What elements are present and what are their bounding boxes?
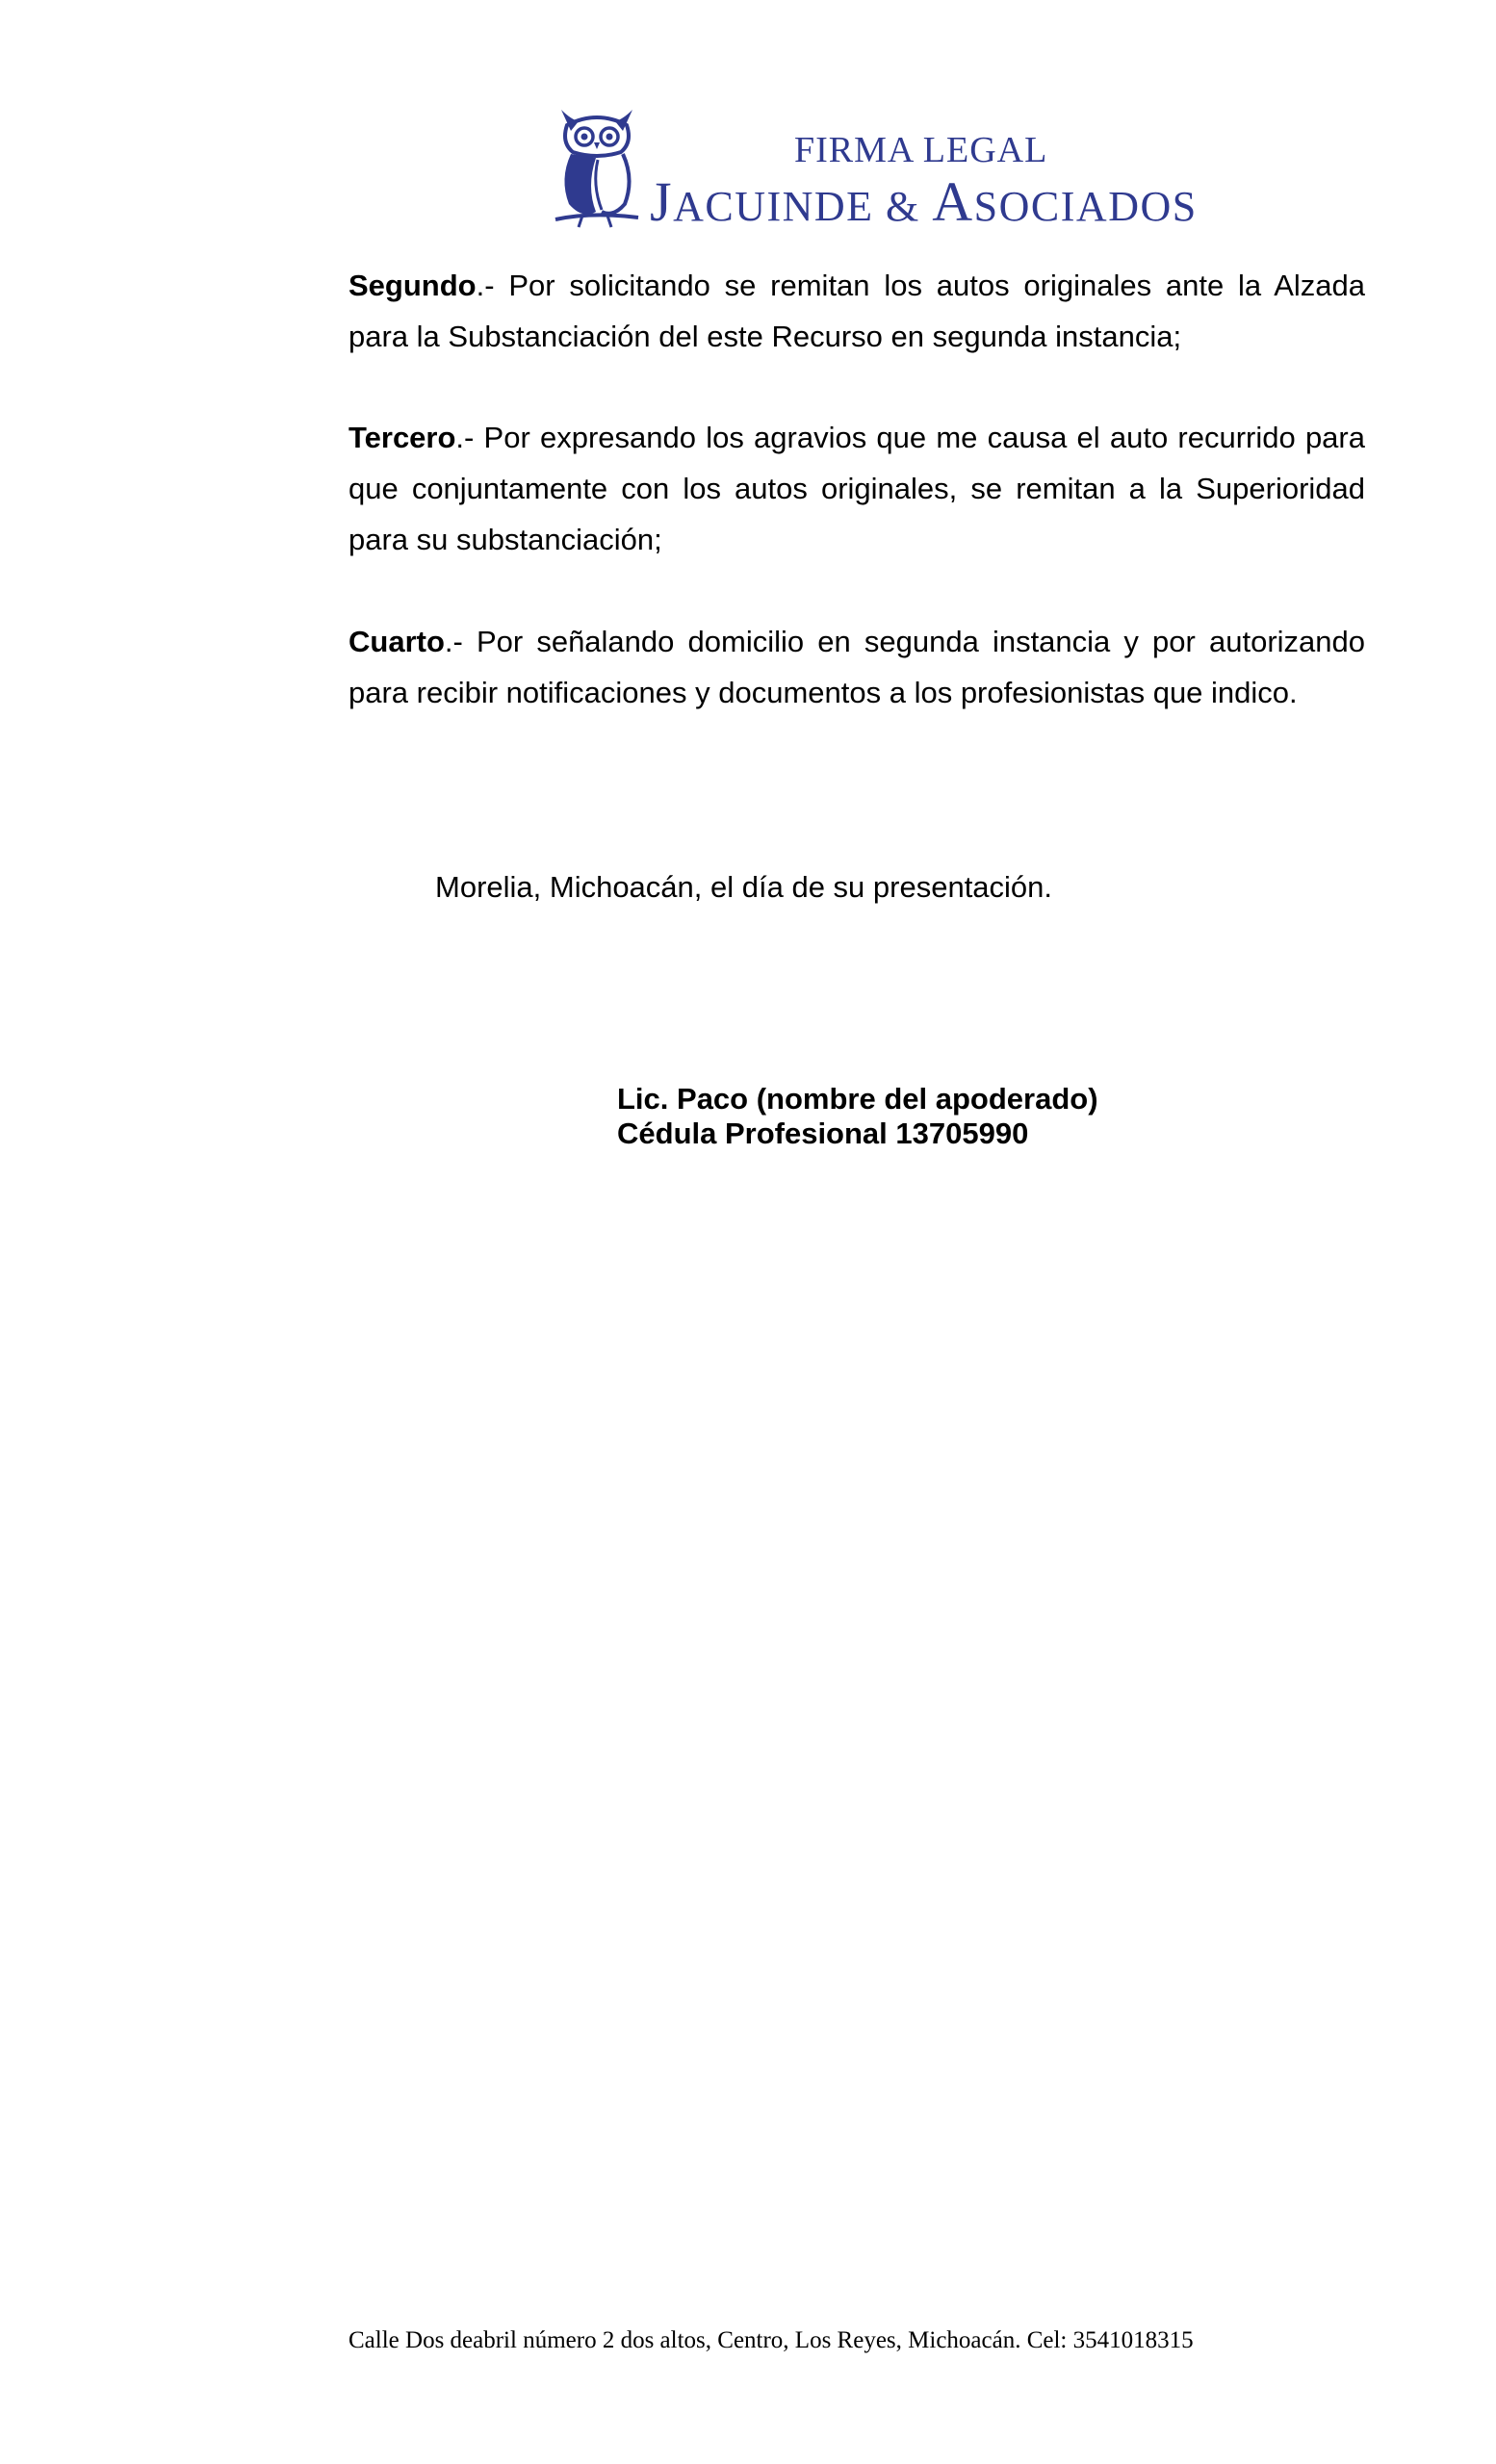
footer-address: Calle Dos deabril número 2 dos altos, Centro, Los Reyes, Michoacán. Cel: 3541018315 [348,2327,1194,2353]
signature-block [617,1082,1098,1151]
firm-name-part2: SOCIADOS [973,183,1198,230]
signer-license: Cédula Profesional 13705990 [617,1116,1029,1150]
paragraph-tercero [348,412,1365,565]
signer-name: Lic. Paco (nombre del apoderado) [617,1082,1098,1116]
paragraph-segundo [348,260,1365,362]
paragraph-text: .- Por solicitando se remitan los autos originales ante la Alzada para la Substanciación del este Recurso en segunda instancia; [348,269,1365,353]
letterhead [554,104,1227,239]
paragraph-text: .- Por señalando domicilio en segunda instancia y por autorizando para recibir notificaciones y documentos a los profesionistas que indico. [348,625,1365,709]
place-date: Morelia, Michoacán, el día de su presentación. [435,870,1053,904]
owl-icon [554,104,640,231]
paragraph-lead: Tercero [348,421,456,454]
firm-line1: FIRMA LEGAL [794,130,1048,170]
firm-name-initial2: A [932,170,974,233]
firm-label [794,129,1047,171]
paragraph-lead: Cuarto [348,625,445,658]
firm-name [650,169,1198,234]
paragraph-lead: Segundo [348,269,477,302]
paragraph-cuarto [348,616,1365,718]
firm-name-part1: ACUINDE & [673,183,933,230]
firm-name-initial: J [650,170,674,233]
paragraph-text: .- Por expresando los agravios que me causa el auto recurrido para que conjuntamente con los autos originales, se remitan a la Superioridad para su substanciación; [348,421,1365,556]
